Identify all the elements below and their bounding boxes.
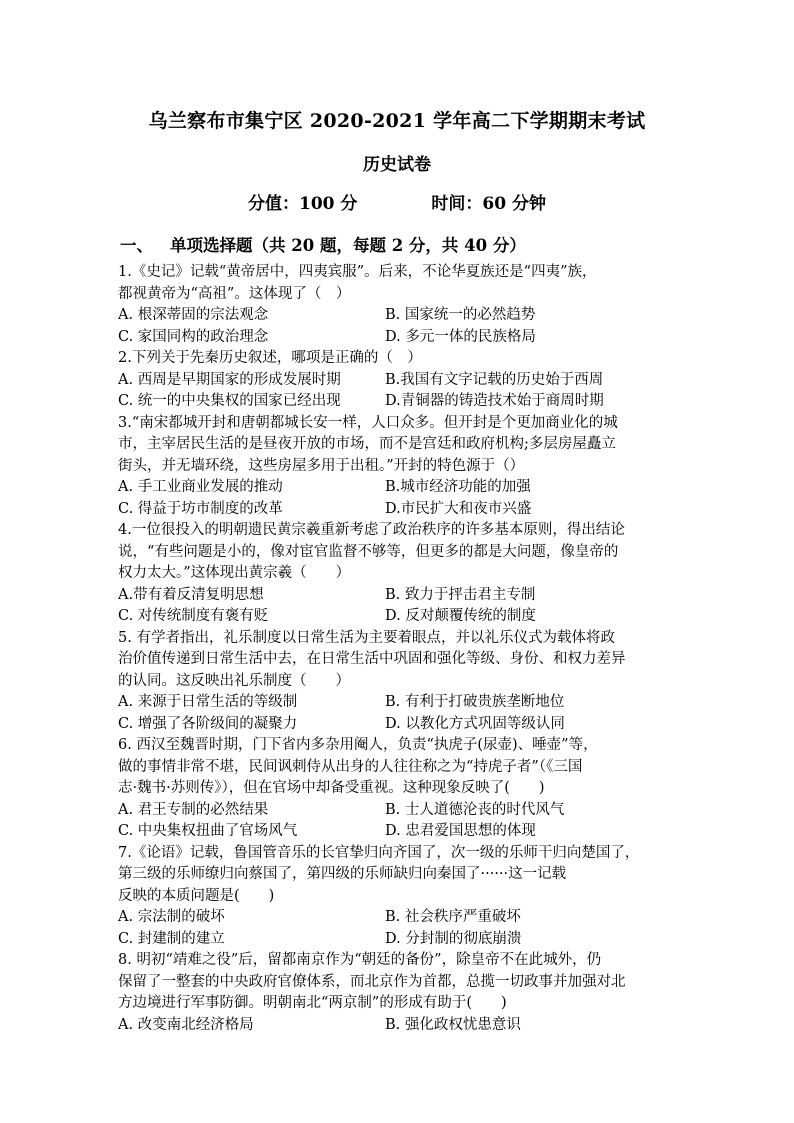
answer-option: A. 根深蒂固的宗法观念 (118, 307, 269, 323)
option-row (118, 929, 678, 951)
question-text-line: 的认同。这反映出礼乐制度（ ） (118, 672, 350, 689)
section-heading (120, 232, 526, 256)
answer-option: D. 以教化方式巩固等级认同 (385, 715, 565, 732)
answer-option: C. 增强了各阶级间的凝聚力 (118, 715, 298, 732)
option-row (118, 714, 678, 736)
question-text-line: 说，“有些问题是小的，像对宦官监督不够等，但更多的都是大问题，像皇帝的 (118, 543, 619, 560)
answer-option: C. 中央集权扭曲了官场风气 (118, 823, 298, 839)
option-row (118, 1015, 678, 1037)
answer-option: A. 来源于日常生活的等级制 (118, 694, 298, 710)
question-8 (118, 950, 678, 1036)
question-1 (118, 262, 678, 348)
question-3 (118, 413, 678, 521)
question-text-line: 第三级的乐师缭归向蔡国了，第四级的乐师缺归向秦国了······这一记载 (118, 866, 567, 882)
answer-option: D. 忠君爱国思想的体现 (385, 823, 536, 839)
section-title: 单项选择题（共 20 题，每题 2 分，共 40 分） (170, 236, 526, 255)
time-label: 时间：60 分钟 (431, 194, 546, 214)
section-number: 一、 (120, 236, 153, 255)
option-row (118, 327, 678, 349)
answer-option: C. 封建制的建立 (118, 930, 225, 947)
question-text-line: 街头，并无墙环绕，这些房屋多用于出租。”开封的特色源于（） (118, 457, 525, 474)
answer-option: A. 改变南北经济格局 (118, 1016, 254, 1033)
question-text-line: 4.一位很投入的明朝遗民黄宗羲重新考虑了政治秩序的许多基本原则，得出结论 (118, 522, 625, 538)
answer-option: D. 多元一体的民族格局 (385, 328, 536, 345)
option-row (118, 821, 678, 843)
option-row (118, 391, 678, 413)
question-2 (118, 348, 678, 413)
question-text-line: 做的事情非常不堪，民间讽刺侍从出身的人往往称之为“持虎子者”（《三国 (118, 758, 583, 775)
answer-option: D. 反对颠覆传统的制度 (385, 608, 536, 624)
answer-option: A. 西周是早期国家的形成发展时期 (118, 371, 341, 388)
question-text-line: 5. 有学者指出，礼乐制度以日常生活为主要着眼点，并以礼乐仪式为载体将政 (118, 629, 615, 646)
answer-option: B. 强化政权忧患意识 (385, 1016, 521, 1033)
answer-option: B. 有利于打破贵族垄断地位 (385, 694, 565, 710)
question-text-line: 7.《论语》记载，鲁国管音乐的长官挚归向齐国了，次一级的乐师干归向楚国了， (118, 844, 640, 861)
answer-option: B. 致力于抨击君主专制 (385, 586, 536, 603)
question-text-line: 治价值传递到日常生活中去，在日常生活中巩固和强化等级、身份、和权力差异 (118, 651, 626, 667)
option-row (118, 370, 678, 392)
answer-option: A. 手工业商业发展的推动 (118, 479, 283, 495)
answer-option: D.市民扩大和夜市兴盛 (385, 500, 532, 517)
question-5 (118, 628, 678, 736)
question-text-line: 3.“南宋都城开封和唐朝都城长安一样，人口众多。但开封是个更加商业化的城 (118, 414, 618, 431)
answer-option: B.城市经济功能的加强 (385, 479, 531, 495)
option-row (118, 907, 678, 929)
question-text-line: 反映的本质问题是( ) (118, 887, 275, 904)
question-text-line: 都视黄帝为“高祖”。这体现了（ ） (118, 285, 351, 302)
option-row (118, 305, 678, 327)
option-row (118, 606, 678, 628)
question-6 (118, 735, 678, 843)
question-text-line: 权力太大。”这体现出黄宗羲（ ） (118, 565, 351, 581)
question-text-line: 志·魏书·苏则传》），但在官场中却备受重视。这种现象反映了( ) (118, 780, 545, 796)
exam-subtitle: 历史试卷 (363, 155, 431, 175)
score-label: 分值：100 分 (248, 194, 358, 214)
question-text-line: 8. 明初“靖难之役”后，留都南京作为“朝廷的备份”，除皇帝不在此城外，仍 (118, 952, 602, 968)
answer-option: B.我国有文字记载的历史始于西周 (385, 371, 604, 388)
answer-option: C. 对传统制度有褒有贬 (118, 608, 269, 624)
answer-option: C. 统一的中央集权的国家已经出现 (118, 393, 341, 409)
option-row (118, 585, 678, 607)
answer-option: B. 国家统一的必然趋势 (385, 307, 536, 323)
question-text-line: 6. 西汉至魏晋时期，门下省内多杂用阉人，负责“执虎子(尿壶)、唾壶”等， (118, 737, 598, 753)
question-text-line: 保留了一整套的中央政府官僚体系，而北京作为首都，总揽一切政事并加强对北 (118, 973, 626, 990)
question-text-line: 市，主宰居民生活的是昼夜开放的市场，而不是宫廷和政府机构;多层房屋矗立 (118, 436, 616, 452)
answer-option: B. 士人道德沦丧的时代风气 (385, 801, 565, 818)
question-text-line: 1.《史记》记载“黄帝居中，四夷宾服”。后来，不论华夏族还是“四夷”族， (118, 264, 597, 280)
question-text-line: 方边境进行军事防御。明朝南北“两京制”的形成有助于( ) (118, 995, 507, 1011)
answer-option: A. 宗法制的破坏 (118, 909, 225, 925)
exam-title: 乌兰察布市集宁区 2020-2021 学年高二下学期期末考试 (148, 110, 646, 132)
option-row (118, 692, 678, 714)
answer-option: A. 君王专制的必然结果 (118, 801, 269, 818)
question-list (118, 262, 678, 1036)
question-7 (118, 843, 678, 951)
answer-option: A.带有着反清复明思想 (118, 586, 264, 603)
question-4 (118, 520, 678, 628)
answer-option: D.青铜器的铸造技术始于商周时期 (385, 393, 604, 409)
option-row (118, 800, 678, 822)
exam-meta (0, 189, 794, 214)
option-row (118, 499, 678, 521)
answer-option: D. 分封制的彻底崩溃 (385, 930, 522, 947)
answer-option: C. 得益于坊市制度的改革 (118, 500, 283, 517)
answer-option: C. 家国同构的政治理念 (118, 328, 269, 345)
answer-option: B. 社会秩序严重破坏 (385, 909, 521, 925)
option-row (118, 477, 678, 499)
question-text-line: 2.下列关于先秦历史叙述，哪项是正确的（ ） (118, 350, 422, 366)
